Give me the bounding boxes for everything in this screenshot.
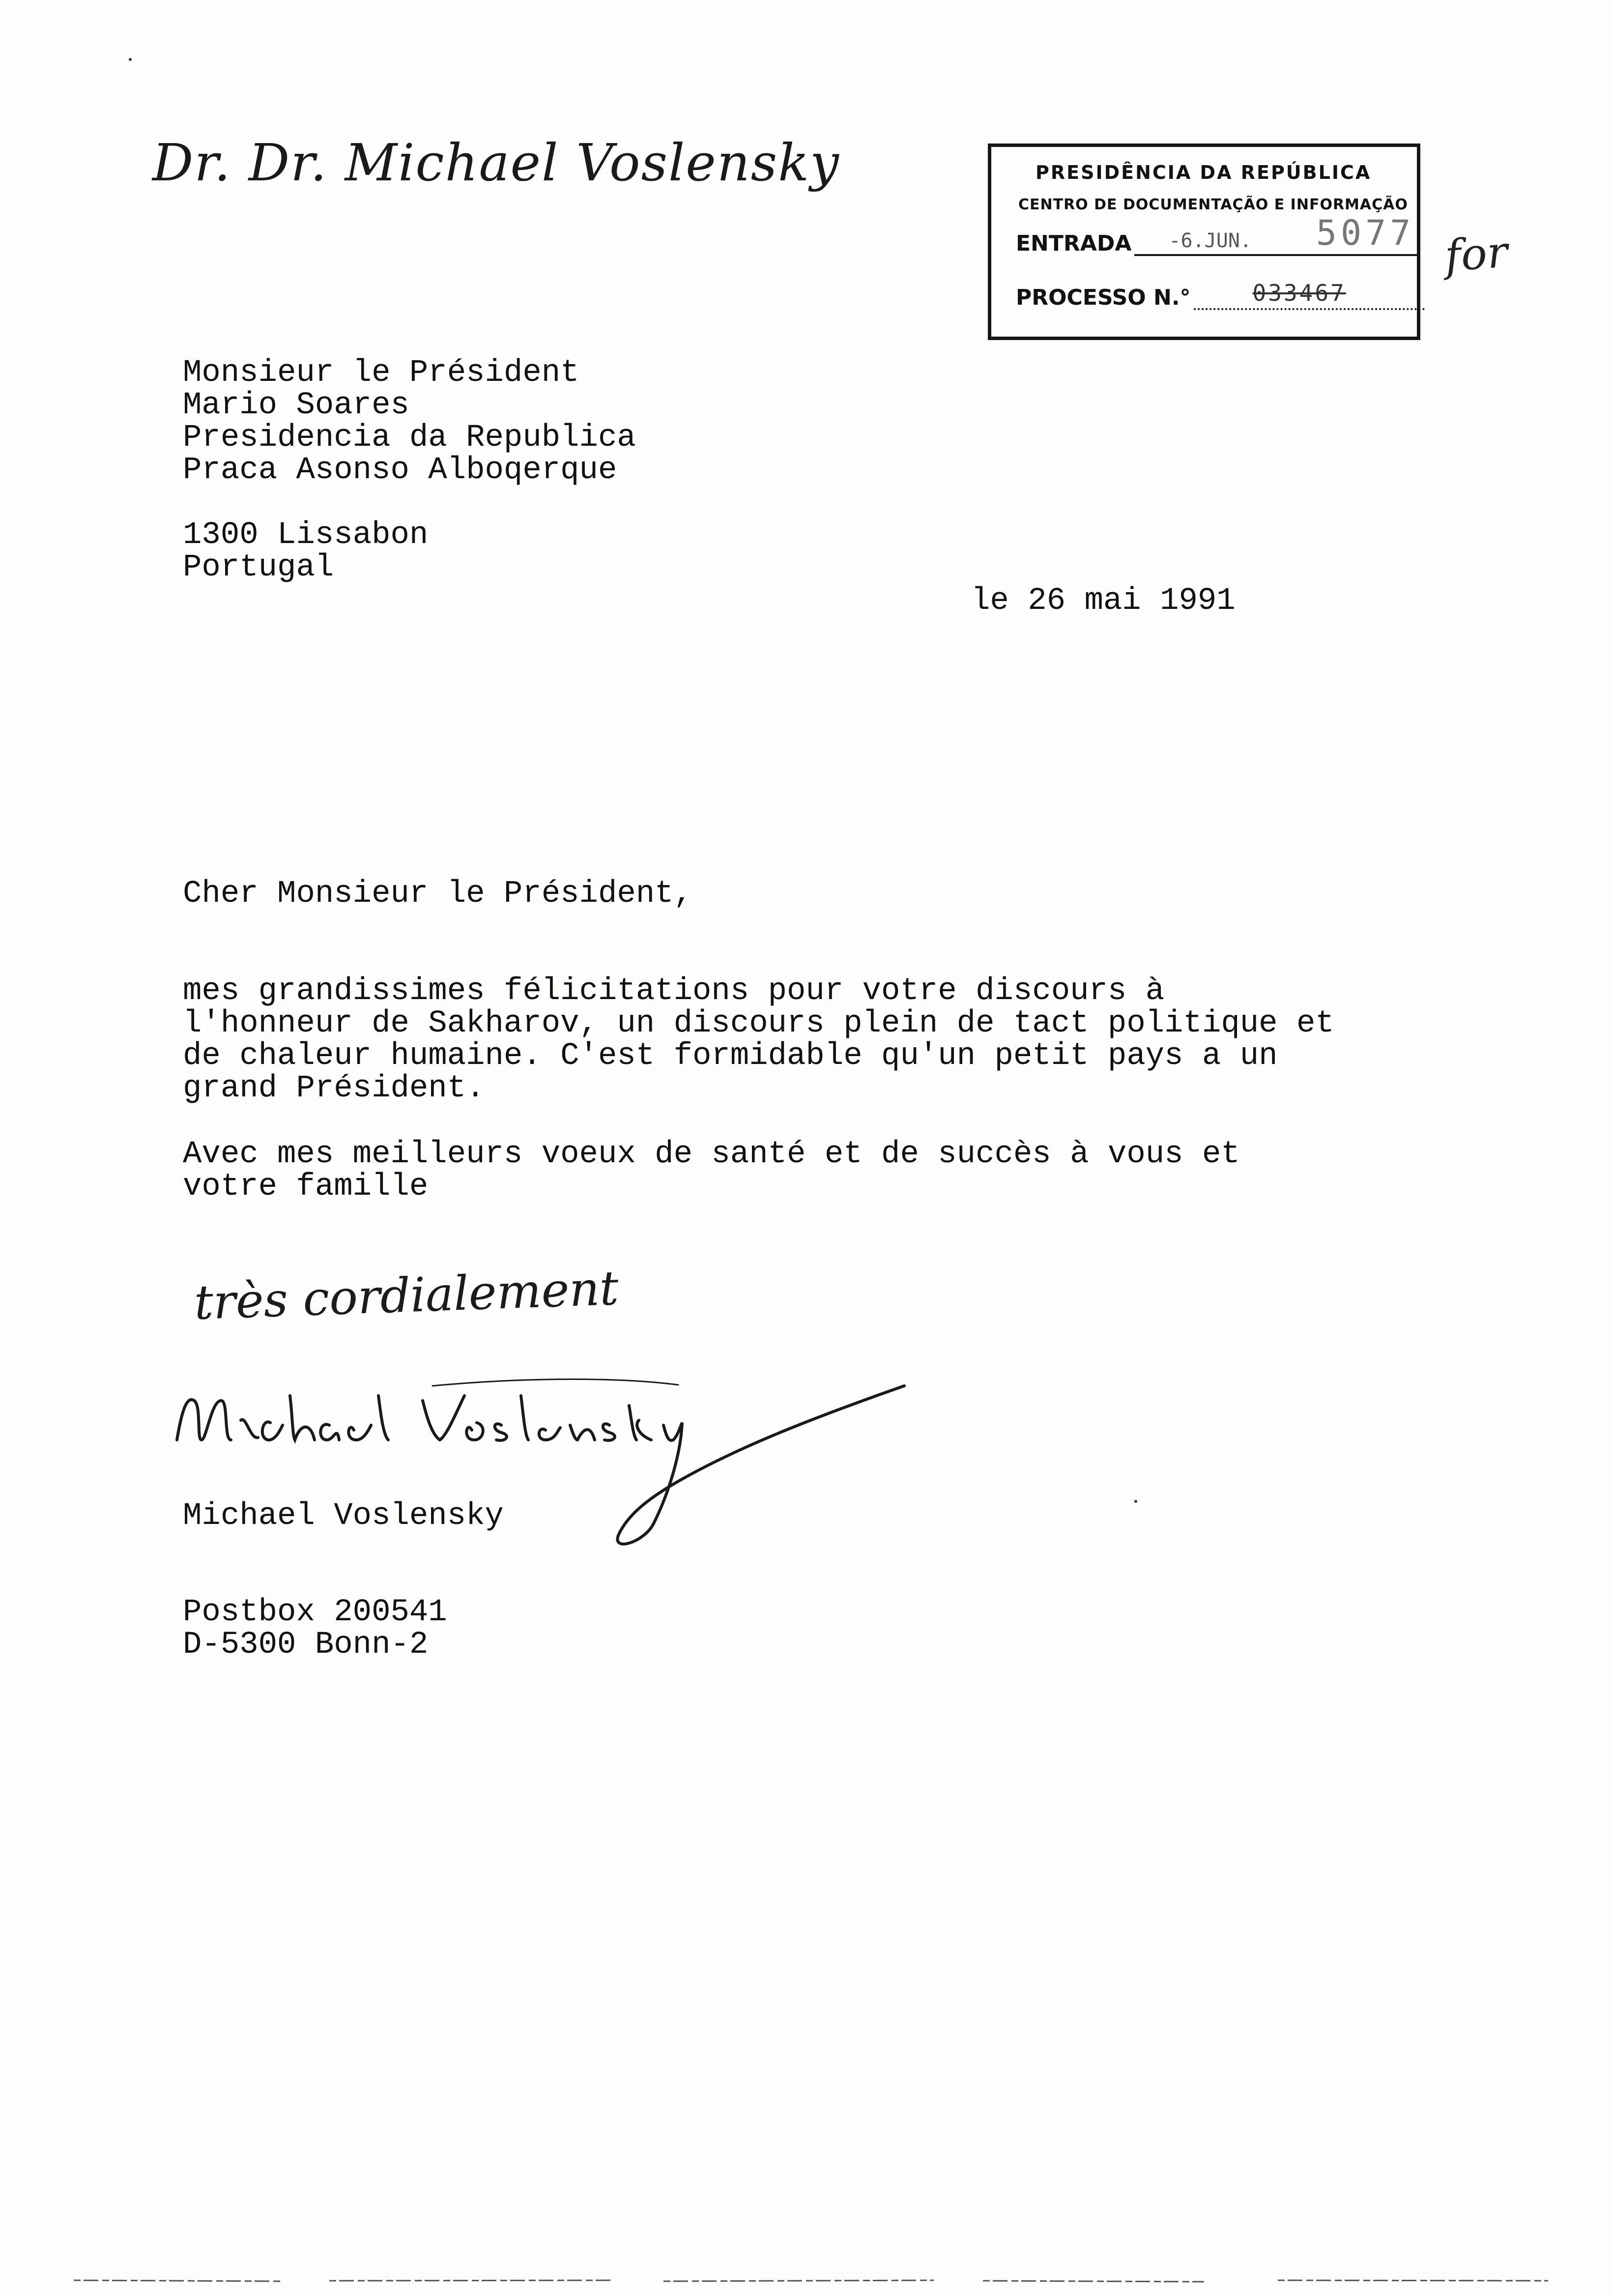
margin-handwritten-note: for (1443, 226, 1510, 282)
recipient-city (183, 519, 428, 584)
recipient-line: Presidencia da Republica (183, 420, 636, 456)
body-line: grand Président. (183, 1071, 485, 1106)
body-line: de chaleur humaine. C'est formidable qu'un petit pays a un (183, 1038, 1278, 1074)
scan-edge-artifact (74, 2275, 1548, 2285)
stamp-entrada-row (1016, 213, 1419, 256)
recipient-line: Monsieur le Président (183, 355, 579, 391)
stamp-entrada-number: 5077 (1316, 213, 1415, 253)
body-paragraph-1 (183, 975, 1334, 1105)
stamp-processo-label: PROCESSO N.° (1016, 285, 1191, 310)
salutation: Cher Monsieur le Président, (183, 876, 692, 912)
speck (1134, 1500, 1137, 1503)
speck (129, 58, 132, 61)
stamp-processo-row (1016, 280, 1425, 310)
signatory-name: Michael Voslensky (183, 1498, 504, 1534)
body-paragraph-2 (183, 1138, 1240, 1203)
letterhead: Dr. Dr. Michael Voslensky (152, 133, 840, 193)
recipient-country-line: Portugal (183, 550, 334, 585)
body-line: Avec mes meilleurs voeux de santé et de succès à vous et (183, 1137, 1240, 1172)
stamp-subheader: CENTRO DE DOCUMENTAÇÃO E INFORMAÇÃO (1018, 196, 1408, 213)
stamp-processo-line (1194, 280, 1425, 310)
body-line: votre famille (183, 1169, 429, 1205)
body-line: l'honneur de Sakharov, un discours plein de tact politique et (183, 1006, 1334, 1041)
stamp-entrada-line (1134, 213, 1419, 256)
sender-postbox: Postbox 200541 (183, 1595, 447, 1630)
recipient-address (183, 357, 636, 487)
stamp-processo-number: 033467 (1252, 280, 1346, 306)
recipient-line: Mario Soares (183, 388, 409, 423)
sender-address (183, 1596, 447, 1661)
stamp-header: PRESIDÊNCIA DA REPÚBLICA (1036, 162, 1372, 183)
stamp-entrada-label: ENTRADA (1016, 231, 1132, 256)
sender-city: D-5300 Bonn-2 (183, 1627, 429, 1663)
recipient-city-line: 1300 Lissabon (183, 517, 429, 553)
letter-date: le 26 mai 1991 (971, 583, 1236, 619)
handwritten-signature (167, 1366, 914, 1573)
body-line: mes grandissimes félicitations pour votre discours à (183, 974, 1165, 1009)
recipient-line: Praca Asonso Alboqerque (183, 453, 617, 488)
reception-stamp (988, 144, 1420, 340)
handwritten-closing: très cordialement (193, 1260, 620, 1331)
stamp-entrada-date: -6.JUN. (1169, 230, 1252, 252)
